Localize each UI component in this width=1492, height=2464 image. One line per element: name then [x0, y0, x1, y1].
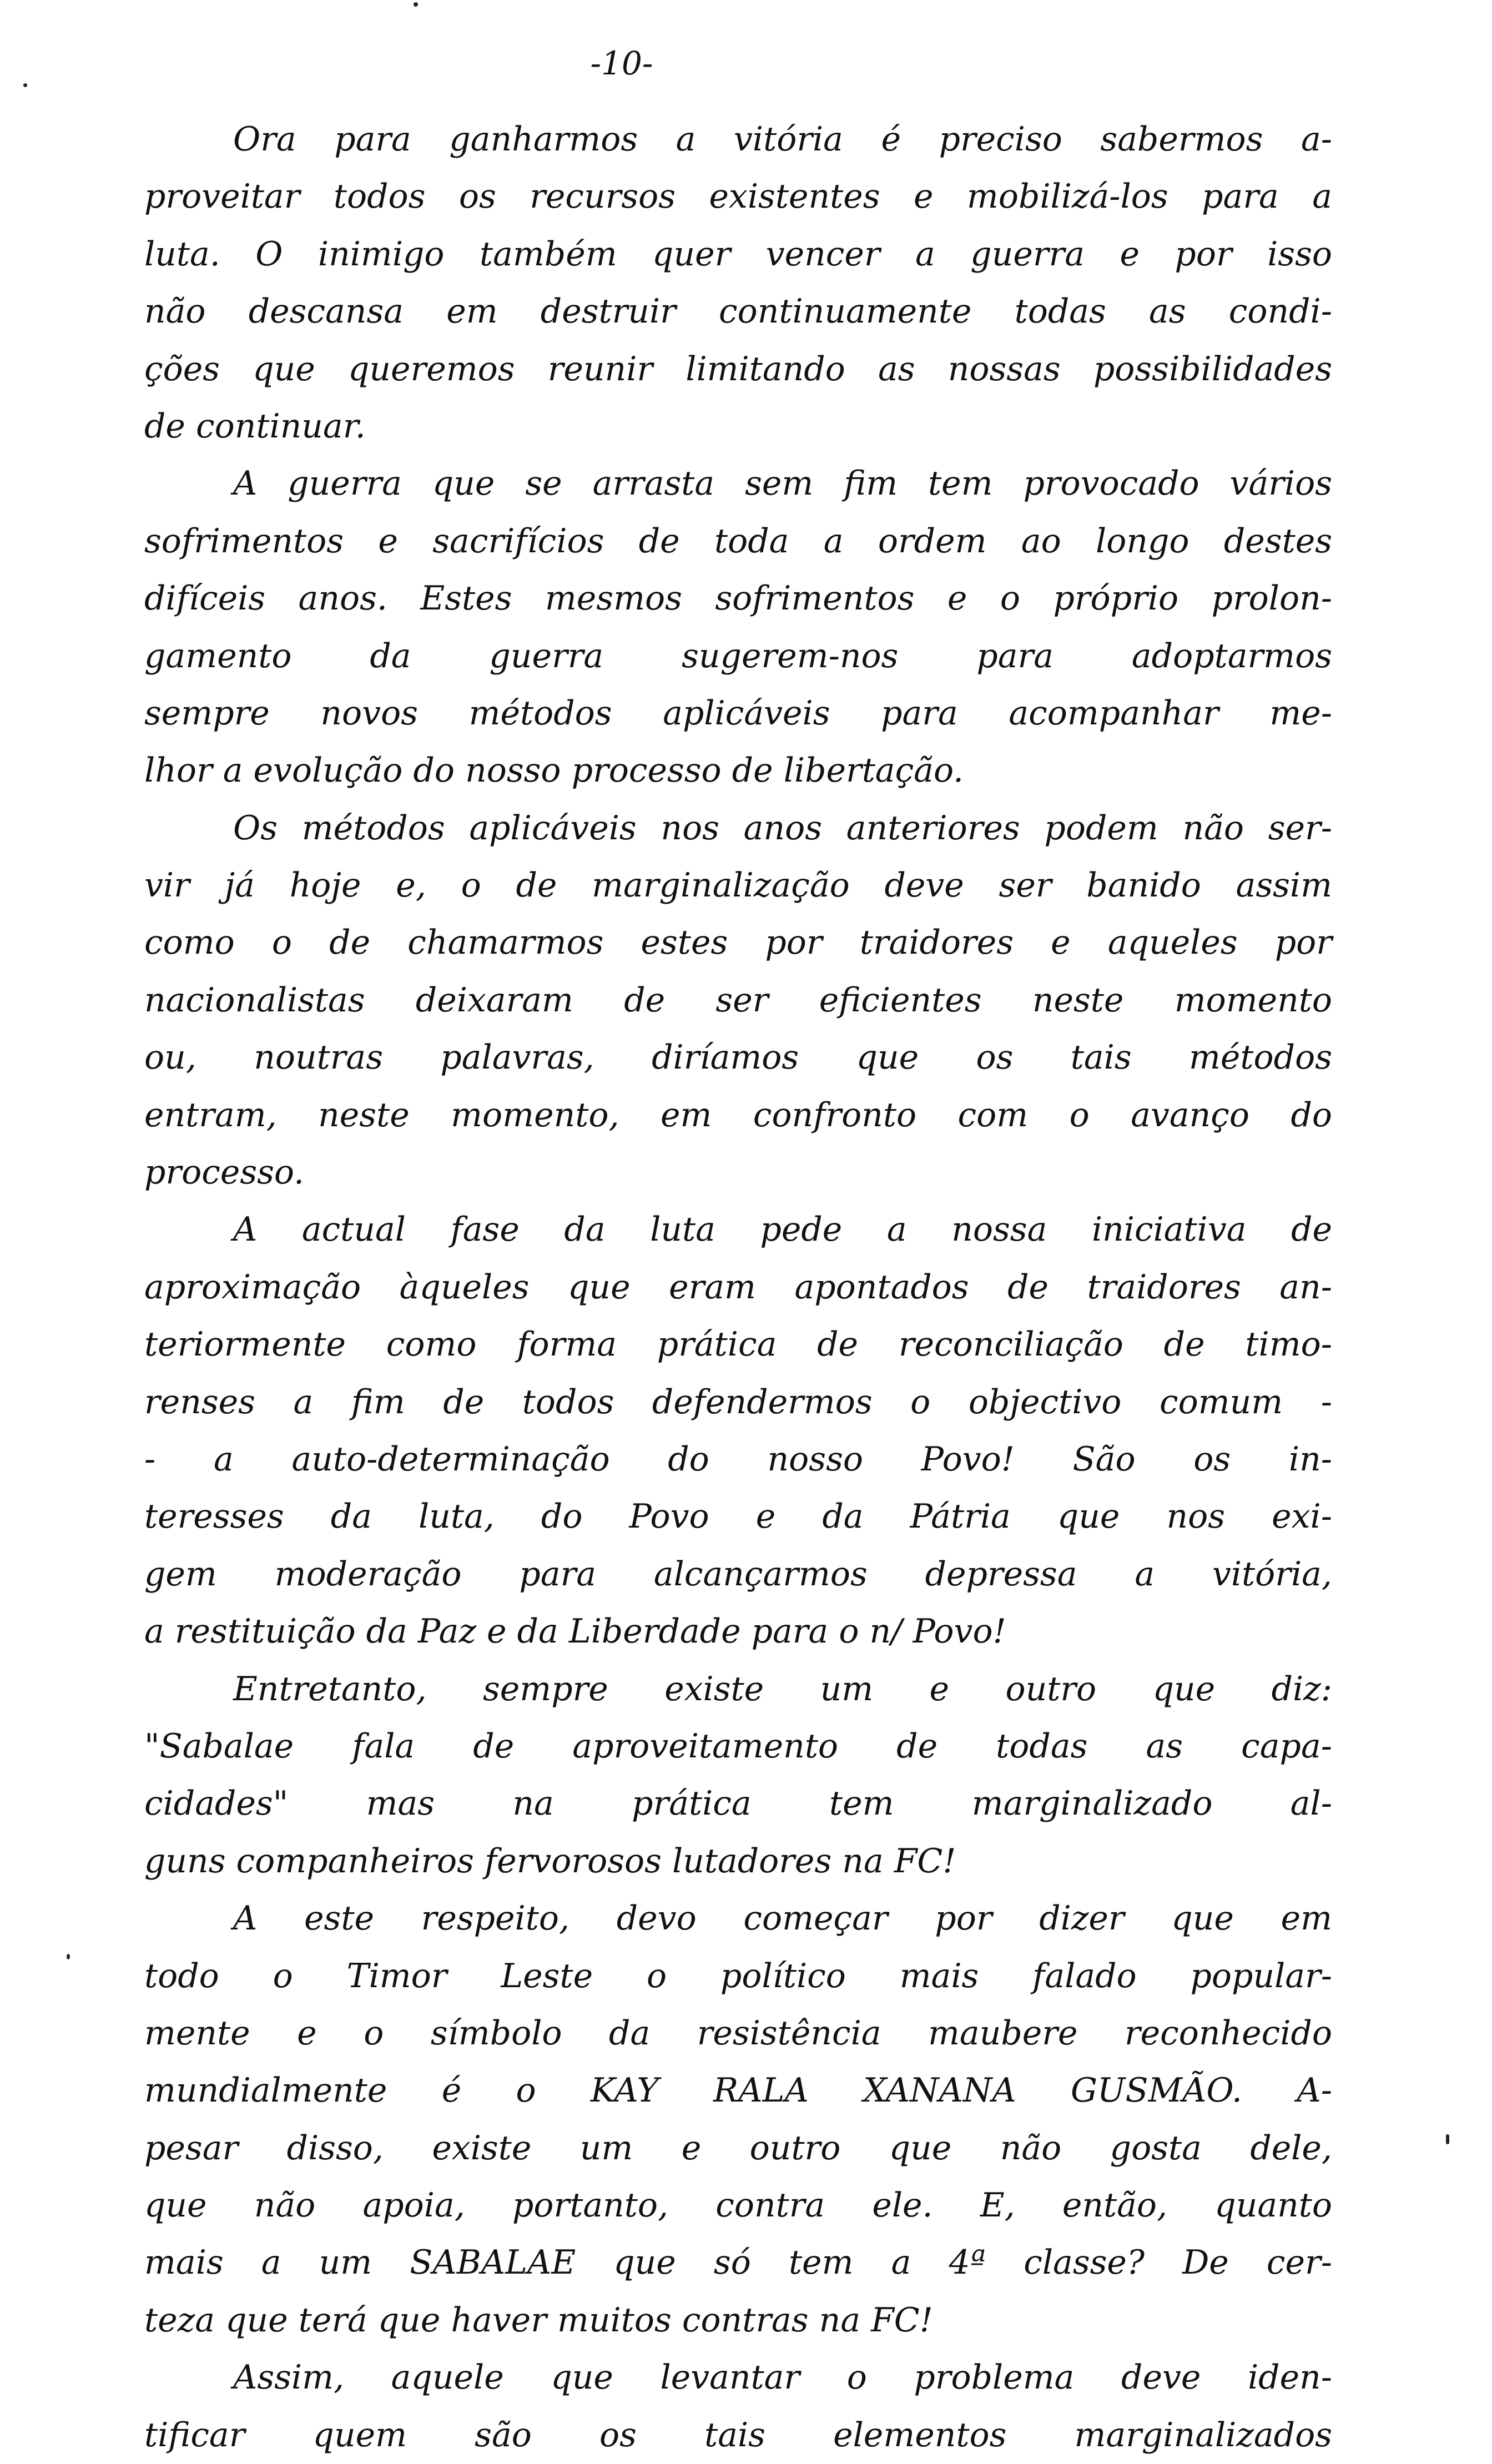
text-line: processo. [144, 1153, 305, 1192]
text-line: teresses da luta, do Povo e da Pátria que nos exi- [144, 1497, 1332, 1536]
text-line: não descansa em destruir continuamente todas as condi- [144, 292, 1332, 331]
text-line: Entretanto, sempre existe um e outro que diz: [233, 1669, 1332, 1709]
text-line: de continuar. [144, 406, 366, 446]
text-line: A actual fase da luta pede a nossa iniciativa de [233, 1210, 1332, 1249]
text-line: renses a fim de todos defendermos o objectivo comum - [144, 1382, 1332, 1422]
text-line: mente e o símbolo da resistência maubere reconhecido [144, 2013, 1332, 2053]
text-line: vir já hoje e, o de marginalização deve ser banido assim [144, 866, 1332, 905]
text-line: mais a um SABALAE que só tem a 4ª classe? De cer- [144, 2243, 1332, 2282]
text-line: aproximação àqueles que eram apontados de traidores an- [144, 1267, 1332, 1307]
text-line: Ora para ganharmos a vitória é preciso sabermos a- [233, 120, 1332, 159]
text-line: que não apoia, portanto, contra ele. E, então, quanto [144, 2186, 1332, 2225]
text-line: pesar disso, existe um e outro que não gosta dele, [144, 2128, 1332, 2168]
text-line: Os métodos aplicáveis nos anos anteriores podem não ser- [233, 808, 1332, 848]
text-line: teza que terá que haver muitos contras na FC! [144, 2300, 933, 2340]
text-line: gem moderação para alcançarmos depressa a vitória, [144, 1554, 1332, 1594]
text-line: ções que queremos reunir limitando as nossas possibilidades [144, 349, 1332, 389]
text-line: "Sabalae fala de aproveitamento de todas as capa- [144, 1726, 1332, 1766]
text-line: mundialmente é o KAY RALA XANANA GUSMÃO. A- [144, 2071, 1332, 2110]
ink-speck [67, 1954, 70, 1959]
text-line: ou, noutras palavras, diríamos que os tais métodos [144, 1038, 1332, 1077]
text-line: Assim, aquele que levantar o problema deve iden- [233, 2358, 1332, 2397]
text-line: guns companheiros fervorosos lutadores na FC! [144, 1841, 956, 1881]
text-line: gamento da guerra sugerem-nos para adoptarmos [144, 636, 1332, 676]
text-line: todo o Timor Leste o político mais falado popular- [144, 1956, 1332, 1996]
text-line: A este respeito, devo começar por dizer que em [233, 1899, 1332, 1938]
text-line: sempre novos métodos aplicáveis para acompanhar me- [144, 693, 1332, 733]
ink-speck [414, 2, 418, 7]
text-line: cidades" mas na prática tem marginalizado al- [144, 1784, 1332, 1823]
text-line: nacionalistas deixaram de ser eficientes neste momento [144, 980, 1332, 1020]
text-line: difíceis anos. Estes mesmos sofrimentos e o próprio prolon- [144, 579, 1332, 618]
ink-speck [23, 83, 27, 87]
text-line: luta. O inimigo também quer vencer a guerra e por isso [144, 234, 1332, 274]
text-line: proveitar todos os recursos existentes e mobilizá-los para a [144, 177, 1332, 216]
text-line: entram, neste momento, em confronto com o avanço do [144, 1095, 1332, 1135]
text-line: tificar quem são os tais elementos marginalizados [144, 2415, 1332, 2455]
page-number: -10- [590, 44, 653, 82]
handwritten-body-text [144, 111, 1332, 2464]
text-line: sofrimentos e sacrifícios de toda a ordem ao longo destes [144, 521, 1332, 561]
text-line: - a auto-determinação do nosso Povo! São os in- [144, 1439, 1332, 1479]
text-line: como o de chamarmos estes por traidores e aqueles por [144, 923, 1332, 963]
text-line: lhor a evolução do nosso processo de libertação. [144, 751, 964, 790]
text-line: teriormente como forma prática de reconciliação de timo- [144, 1325, 1332, 1364]
text-line: a restituição da Paz e da Liberdade para o n/ Povo! [144, 1612, 1006, 1651]
ink-speck [1446, 2134, 1449, 2144]
text-line: A guerra que se arrasta sem fim tem provocado vários [233, 464, 1332, 503]
